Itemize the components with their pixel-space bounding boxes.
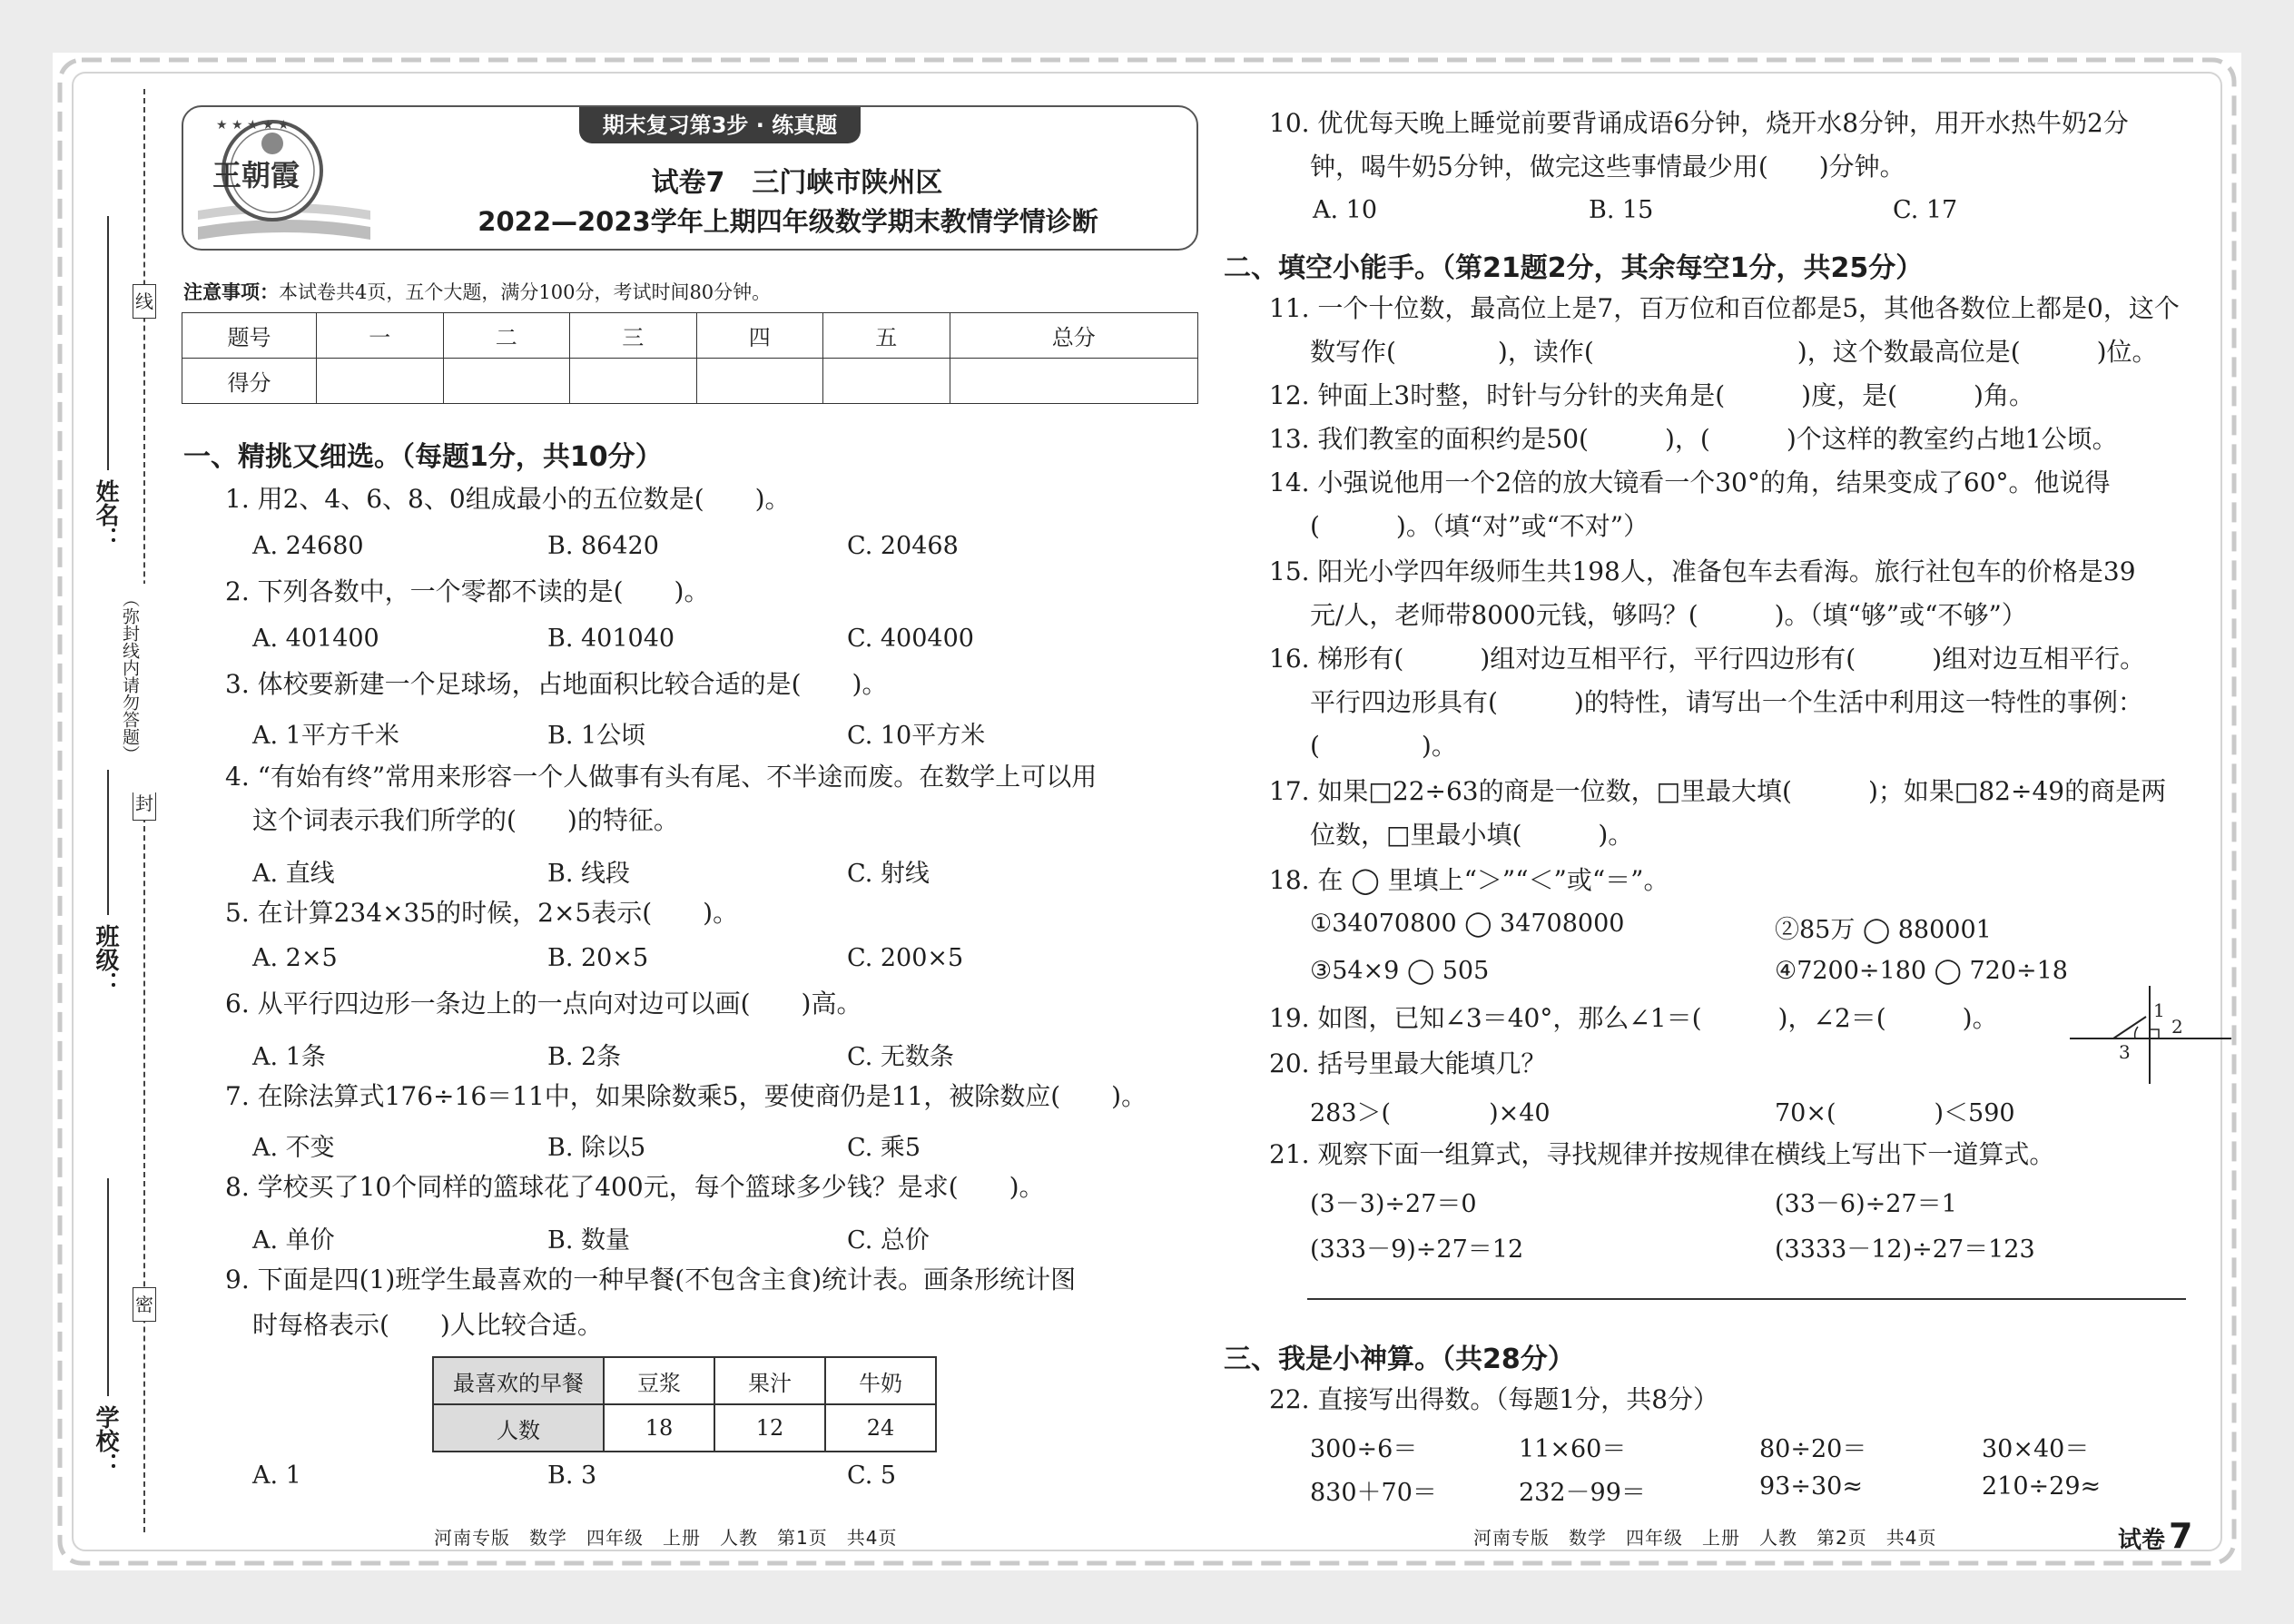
calc-3: 80÷20＝ xyxy=(1759,1435,1867,1463)
exam-title: 试卷7 三门峡市陕州区 xyxy=(651,167,943,199)
question-4-line-1: 4. “有始有终”常用来形容一个人做事有头有尾、不半途而废。在数学上可以用 xyxy=(225,762,1098,792)
question-8: 8. 学校买了10个同样的篮球花了400元，每个篮球多少钱？是求( )。 xyxy=(225,1172,1045,1202)
q18-item-1: ①34070800 ◯ 34708000 xyxy=(1310,910,1625,938)
angle-label-3: 3 xyxy=(2119,1041,2131,1063)
name-line xyxy=(107,216,109,470)
q9-option-b: B. 3 xyxy=(547,1462,597,1490)
q1-option-c: C. 20468 xyxy=(847,532,959,560)
calc-8: 210÷29≈ xyxy=(1982,1472,2102,1501)
school-line xyxy=(107,1178,109,1396)
exam-paper xyxy=(53,53,2241,1570)
q20-item-2: 70×( )＜590 xyxy=(1775,1099,2015,1127)
no-answer-note: （弥封线内请勿答题） xyxy=(120,590,140,763)
question-16-line-2: 平行四边形具有( )的特性，请写出一个生活中利用这一特性的事例： xyxy=(1310,687,2143,717)
q2-option-c: C. 400400 xyxy=(847,625,974,653)
angle-figure xyxy=(2059,979,2240,1088)
angle-label-2: 2 xyxy=(2171,1016,2183,1038)
question-11-line-1: 11. 一个十位数，最高位上是7，百万位和百位都是5，其他各数位上都是0，这个 xyxy=(1269,293,2180,323)
q18-item-4: ④7200÷180 ◯ 720÷18 xyxy=(1775,957,2068,985)
q18-item-3: ③54×9 ◯ 505 xyxy=(1310,957,1490,985)
q5-option-b: B. 20×5 xyxy=(547,944,649,972)
score-table-score-row: 得分 xyxy=(182,359,1198,404)
breakfast-table xyxy=(432,1356,937,1452)
question-18: 18. 在 ◯ 里填上“＞”“＜”或“＝”。 xyxy=(1269,865,1669,895)
question-20: 20. 括号里最大能填几？ xyxy=(1269,1048,1547,1078)
q6-option-b: B. 2条 xyxy=(547,1043,622,1071)
question-9-line-1: 9. 下面是四(1)班学生最喜欢的一种早餐(不包含主食)统计表。画条形统计图 xyxy=(225,1265,1077,1294)
question-1: 1. 用2、4、6、8、0组成最小的五位数是( )。 xyxy=(225,484,791,514)
q6-option-c: C. 无数条 xyxy=(847,1043,954,1071)
margin-mark-feng: 封 xyxy=(133,786,156,821)
q2-option-b: B. 401040 xyxy=(547,625,675,653)
question-15-line-2: 元/人，老师带8000元钱，够吗？( )。（填“够”或“不够”） xyxy=(1310,600,2027,630)
q2-option-a: A. 401400 xyxy=(252,625,379,653)
question-16-line-1: 16. 梯形有( )组对边互相平行，平行四边形有( )组对边互相平行。 xyxy=(1269,644,2146,674)
q7-option-c: C. 乘5 xyxy=(847,1134,921,1162)
calc-6: 232－99＝ xyxy=(1519,1479,1646,1507)
q3-option-b: B. 1公顷 xyxy=(547,722,646,750)
question-14-line-1: 14. 小强说他用一个2倍的放大镜看一个30°的角，结果变成了60°。他说得 xyxy=(1269,468,2111,497)
q3-option-a: A. 1平方千米 xyxy=(252,722,399,750)
score-table-header-row: 题号 一 二 三 四 五 总分 xyxy=(182,313,1198,359)
page-footer-left: 河南专版 数学 四年级 上册 人教 第1页 共4页 xyxy=(434,1527,898,1549)
q3-option-c: C. 10平方米 xyxy=(847,722,986,750)
q20-item-1: 283＞( )×40 xyxy=(1310,1099,1551,1127)
breakfast-count-row: 人数 18 12 24 xyxy=(433,1404,936,1452)
question-13: 13. 我们教室的面积约是50( )，( )个这样的教室约占地1公顷。 xyxy=(1269,424,2118,454)
calc-4: 30×40＝ xyxy=(1982,1435,2090,1463)
school-label: 学校： xyxy=(92,1405,119,1476)
question-11-line-2: 数写作( )，读作( )，这个数最高位是( )位。 xyxy=(1310,337,2158,367)
q10-option-b: B. 15 xyxy=(1589,196,1654,224)
q10-option-c: C. 17 xyxy=(1893,196,1958,224)
question-15-line-1: 15. 阳光小学四年级师生共198人，准备包车去看海。旅行社包车的价格是39 xyxy=(1269,556,2136,586)
q1-option-a: A. 24680 xyxy=(252,532,364,560)
class-label: 班级： xyxy=(92,924,119,995)
notice-text: 注意事项：本试卷共4页，五个大题，满分100分，考试时间80分钟。 xyxy=(183,281,772,303)
q7-option-a: A. 不变 xyxy=(252,1134,335,1162)
name-label: 姓名： xyxy=(92,479,119,550)
question-12: 12. 钟面上3时整，时针与分针的夹角是( )度，是( )角。 xyxy=(1269,380,2034,410)
score-table xyxy=(182,312,1198,404)
exam-subtitle: 2022—2023学年上期四年级数学期末教情学情诊断 xyxy=(478,206,1098,237)
question-2: 2. 下列各数中，一个零都不读的是( )。 xyxy=(225,576,710,606)
question-16-line-3: ( )。 xyxy=(1310,731,1457,761)
angle-label-1: 1 xyxy=(2153,999,2165,1021)
question-17-line-2: 位数，□里最小填( )。 xyxy=(1310,820,1634,850)
question-3: 3. 体校要新建一个足球场，占地面积比较合适的是( )。 xyxy=(225,669,888,699)
question-4-line-2: 这个词表示我们所学的( )的特征。 xyxy=(252,805,679,835)
q10-option-a: A. 10 xyxy=(1313,196,1378,224)
q9-option-c: C. 5 xyxy=(847,1462,897,1490)
question-14-line-2: ( )。（填“对”或“不对”） xyxy=(1310,511,1649,541)
calc-5: 830＋70＝ xyxy=(1310,1479,1437,1507)
question-22: 22. 直接写出得数。（每题1分，共8分） xyxy=(1269,1384,1719,1414)
header-tag: 期末复习第3步 · 练真题 xyxy=(579,107,861,143)
q8-option-b: B. 数量 xyxy=(547,1226,631,1255)
calc-7: 93÷30≈ xyxy=(1759,1472,1863,1501)
section-2-title: 二、填空小能手。（第21题2分，其余每空1分，共25分） xyxy=(1224,252,1924,284)
q8-option-a: A. 单价 xyxy=(252,1226,335,1255)
q21-item-2: (33－6)÷27＝1 xyxy=(1775,1190,1957,1218)
question-21: 21. 观察下面一组算式，寻找规律并按规律在横线上写出下一道算式。 xyxy=(1269,1139,2055,1169)
question-10-line-2: 钟，喝牛奶5分钟，做完这些事情最少用( )分钟。 xyxy=(1310,152,1905,182)
q21-item-1: (3－3)÷27＝0 xyxy=(1310,1190,1477,1218)
q4-option-a: A. 直线 xyxy=(252,860,335,888)
q1-option-b: B. 86420 xyxy=(547,532,659,560)
question-5: 5. 在计算234×35的时候，2×5表示( )。 xyxy=(225,898,739,928)
class-line xyxy=(107,770,109,915)
margin-mark-mi: 密 xyxy=(133,1287,156,1322)
paper-number-label: 试卷 7 xyxy=(2118,1516,2193,1556)
question-10-line-1: 10. 优优每天晚上睡觉前要背诵成语6分钟，烧开水8分钟，用开水热牛奶2分 xyxy=(1269,108,2129,138)
question-6: 6. 从平行四边形一条边上的一点向对边可以画( )高。 xyxy=(225,989,862,1019)
svg-text:★ ★ ★ ★ ★: ★ ★ ★ ★ ★ xyxy=(216,118,290,133)
calc-2: 11×60＝ xyxy=(1519,1435,1627,1463)
q18-item-2: ②85万 ◯ 880001 xyxy=(1775,916,1992,944)
page-footer-right: 河南专版 数学 四年级 上册 人教 第2页 共4页 xyxy=(1473,1527,1937,1549)
calc-1: 300÷6＝ xyxy=(1310,1435,1418,1463)
q8-option-c: C. 总价 xyxy=(847,1226,930,1255)
q9-option-a: A. 1 xyxy=(252,1462,301,1490)
q21-item-3: (333－9)÷27＝12 xyxy=(1310,1235,1524,1264)
q4-option-b: B. 线段 xyxy=(547,860,631,888)
question-19: 19. 如图，已知∠3＝40°，那么∠1＝( )，∠2＝( )。 xyxy=(1269,1003,1998,1033)
q6-option-a: A. 1条 xyxy=(252,1043,326,1071)
q7-option-b: B. 除以5 xyxy=(547,1134,646,1162)
question-17-line-1: 17. 如果□22÷63的商是一位数，□里最大填( )；如果□82÷49的商是两 xyxy=(1269,776,2167,806)
section-3-title: 三、我是小神算。（共28分） xyxy=(1224,1343,1575,1375)
logo-wordmark: 王朝霞 xyxy=(212,158,300,192)
q5-option-a: A. 2×5 xyxy=(252,944,338,972)
q21-answer-line xyxy=(1307,1298,2186,1300)
section-1-title: 一、精挑又细选。（每题1分，共10分） xyxy=(183,441,663,473)
q5-option-c: C. 200×5 xyxy=(847,944,964,972)
question-7: 7. 在除法算式176÷16＝11中，如果除数乘5，要使商仍是11，被除数应( )。 xyxy=(225,1081,1147,1111)
q4-option-c: C. 射线 xyxy=(847,860,930,888)
breakfast-header-row: 最喜欢的早餐 豆浆 果汁 牛奶 xyxy=(433,1357,936,1404)
question-9-line-2: 时每格表示( )人比较合适。 xyxy=(252,1310,603,1340)
q21-item-4: (3333－12)÷27＝123 xyxy=(1775,1235,2035,1264)
margin-mark-xian: 线 xyxy=(133,284,156,319)
